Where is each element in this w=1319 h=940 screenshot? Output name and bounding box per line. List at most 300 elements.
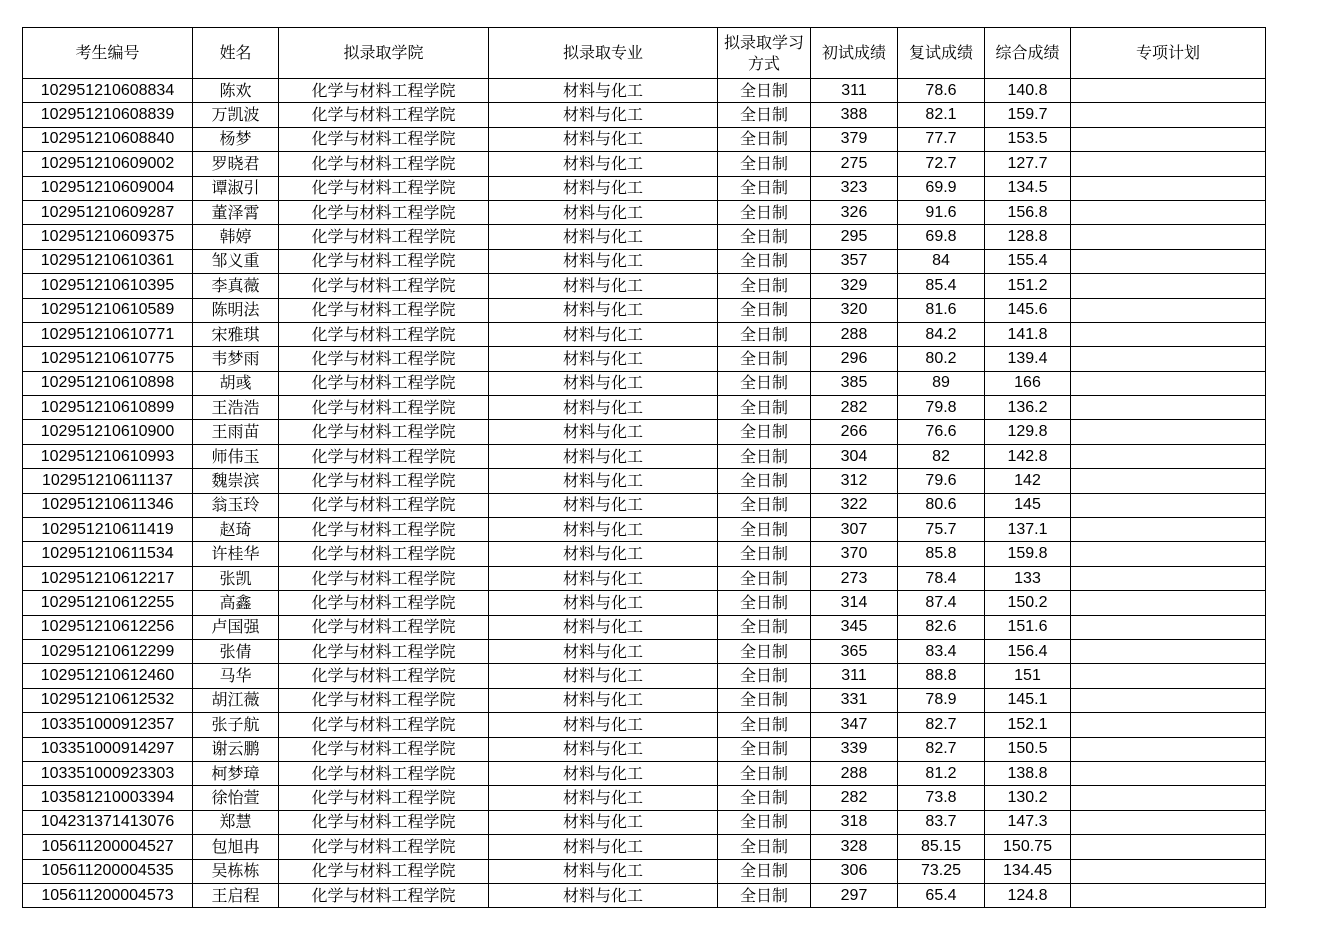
cell-college: 化学与材料工程学院 <box>279 518 489 542</box>
cell-major: 材料与化工 <box>489 274 718 298</box>
cell-college: 化学与材料工程学院 <box>279 371 489 395</box>
cell-special-plan <box>1071 225 1266 249</box>
cell-name: 韩婷 <box>193 225 279 249</box>
cell-college: 化学与材料工程学院 <box>279 786 489 810</box>
cell-initial-score: 331 <box>811 688 898 712</box>
col-header-retest-score: 复试成绩 <box>898 28 985 79</box>
cell-study-mode: 全日制 <box>718 883 811 907</box>
col-header-name: 姓名 <box>193 28 279 79</box>
cell-exam-id: 102951210612532 <box>23 688 193 712</box>
cell-total-score: 150.5 <box>985 737 1071 761</box>
cell-study-mode: 全日制 <box>718 225 811 249</box>
cell-initial-score: 388 <box>811 103 898 127</box>
cell-study-mode: 全日制 <box>718 347 811 371</box>
table-row <box>23 639 1266 663</box>
cell-college: 化学与材料工程学院 <box>279 566 489 590</box>
cell-college: 化学与材料工程学院 <box>279 103 489 127</box>
cell-college: 化学与材料工程学院 <box>279 444 489 468</box>
table-row <box>23 518 1266 542</box>
table-row <box>23 761 1266 785</box>
table-row <box>23 200 1266 224</box>
cell-initial-score: 347 <box>811 713 898 737</box>
cell-retest-score: 78.6 <box>898 79 985 103</box>
cell-initial-score: 282 <box>811 786 898 810</box>
cell-name: 许桂华 <box>193 542 279 566</box>
cell-total-score: 139.4 <box>985 347 1071 371</box>
cell-initial-score: 304 <box>811 444 898 468</box>
table-row <box>23 591 1266 615</box>
cell-name: 高鑫 <box>193 591 279 615</box>
cell-major: 材料与化工 <box>489 542 718 566</box>
cell-total-score: 138.8 <box>985 761 1071 785</box>
cell-college: 化学与材料工程学院 <box>279 322 489 346</box>
cell-special-plan <box>1071 371 1266 395</box>
cell-retest-score: 84.2 <box>898 322 985 346</box>
cell-retest-score: 82.7 <box>898 713 985 737</box>
cell-exam-id: 103351000912357 <box>23 713 193 737</box>
cell-special-plan <box>1071 518 1266 542</box>
cell-major: 材料与化工 <box>489 322 718 346</box>
cell-exam-id: 102951210611346 <box>23 493 193 517</box>
cell-exam-id: 102951210612217 <box>23 566 193 590</box>
cell-name: 王浩浩 <box>193 396 279 420</box>
cell-total-score: 133 <box>985 566 1071 590</box>
cell-retest-score: 80.2 <box>898 347 985 371</box>
cell-initial-score: 275 <box>811 152 898 176</box>
cell-exam-id: 102951210610900 <box>23 420 193 444</box>
cell-exam-id: 102951210610361 <box>23 249 193 273</box>
cell-exam-id: 102951210611137 <box>23 469 193 493</box>
cell-major: 材料与化工 <box>489 615 718 639</box>
cell-special-plan <box>1071 883 1266 907</box>
cell-initial-score: 328 <box>811 835 898 859</box>
cell-college: 化学与材料工程学院 <box>279 347 489 371</box>
cell-study-mode: 全日制 <box>718 713 811 737</box>
cell-name: 万凯波 <box>193 103 279 127</box>
cell-retest-score: 88.8 <box>898 664 985 688</box>
col-header-college: 拟录取学院 <box>279 28 489 79</box>
cell-study-mode: 全日制 <box>718 127 811 151</box>
cell-study-mode: 全日制 <box>718 176 811 200</box>
cell-major: 材料与化工 <box>489 737 718 761</box>
cell-college: 化学与材料工程学院 <box>279 225 489 249</box>
cell-special-plan <box>1071 810 1266 834</box>
cell-retest-score: 81.6 <box>898 298 985 322</box>
cell-major: 材料与化工 <box>489 444 718 468</box>
cell-retest-score: 82.6 <box>898 615 985 639</box>
cell-exam-id: 102951210610898 <box>23 371 193 395</box>
cell-retest-score: 69.9 <box>898 176 985 200</box>
cell-retest-score: 87.4 <box>898 591 985 615</box>
cell-total-score: 147.3 <box>985 810 1071 834</box>
cell-major: 材料与化工 <box>489 420 718 444</box>
cell-total-score: 129.8 <box>985 420 1071 444</box>
cell-study-mode: 全日制 <box>718 859 811 883</box>
table-row <box>23 664 1266 688</box>
cell-major: 材料与化工 <box>489 688 718 712</box>
cell-college: 化学与材料工程学院 <box>279 274 489 298</box>
cell-exam-id: 102951210610771 <box>23 322 193 346</box>
cell-special-plan <box>1071 639 1266 663</box>
cell-college: 化学与材料工程学院 <box>279 200 489 224</box>
cell-special-plan <box>1071 859 1266 883</box>
cell-total-score: 145 <box>985 493 1071 517</box>
cell-college: 化学与材料工程学院 <box>279 810 489 834</box>
cell-name: 赵琦 <box>193 518 279 542</box>
cell-major: 材料与化工 <box>489 639 718 663</box>
cell-name: 谭淑引 <box>193 176 279 200</box>
cell-major: 材料与化工 <box>489 859 718 883</box>
cell-major: 材料与化工 <box>489 810 718 834</box>
cell-retest-score: 72.7 <box>898 152 985 176</box>
cell-initial-score: 296 <box>811 347 898 371</box>
cell-total-score: 127.7 <box>985 152 1071 176</box>
table-row <box>23 810 1266 834</box>
cell-initial-score: 379 <box>811 127 898 151</box>
cell-name: 卢国强 <box>193 615 279 639</box>
table-row <box>23 127 1266 151</box>
cell-initial-score: 385 <box>811 371 898 395</box>
cell-exam-id: 102951210612460 <box>23 664 193 688</box>
cell-college: 化学与材料工程学院 <box>279 688 489 712</box>
cell-retest-score: 65.4 <box>898 883 985 907</box>
cell-initial-score: 306 <box>811 859 898 883</box>
cell-initial-score: 282 <box>811 396 898 420</box>
cell-study-mode: 全日制 <box>718 444 811 468</box>
cell-college: 化学与材料工程学院 <box>279 493 489 517</box>
cell-initial-score: 370 <box>811 542 898 566</box>
cell-special-plan <box>1071 493 1266 517</box>
cell-special-plan <box>1071 152 1266 176</box>
cell-exam-id: 104231371413076 <box>23 810 193 834</box>
cell-name: 徐怡萱 <box>193 786 279 810</box>
cell-special-plan <box>1071 542 1266 566</box>
cell-exam-id: 102951210609004 <box>23 176 193 200</box>
cell-initial-score: 311 <box>811 664 898 688</box>
cell-total-score: 152.1 <box>985 713 1071 737</box>
cell-exam-id: 10295121060883​4 <box>23 79 193 103</box>
cell-initial-score: 266 <box>811 420 898 444</box>
cell-initial-score: 320 <box>811 298 898 322</box>
cell-total-score: 150.2 <box>985 591 1071 615</box>
cell-total-score: 151 <box>985 664 1071 688</box>
cell-special-plan <box>1071 249 1266 273</box>
cell-exam-id: 103351000914297 <box>23 737 193 761</box>
table-row <box>23 542 1266 566</box>
table-row <box>23 469 1266 493</box>
cell-college: 化学与材料工程学院 <box>279 176 489 200</box>
cell-study-mode: 全日制 <box>718 835 811 859</box>
cell-special-plan <box>1071 274 1266 298</box>
cell-retest-score: 83.4 <box>898 639 985 663</box>
cell-exam-id: 102951210610899 <box>23 396 193 420</box>
table-row <box>23 396 1266 420</box>
cell-name: 师伟玉 <box>193 444 279 468</box>
cell-special-plan <box>1071 737 1266 761</box>
cell-exam-id: 102951210612299 <box>23 639 193 663</box>
cell-initial-score: 329 <box>811 274 898 298</box>
cell-college: 化学与材料工程学院 <box>279 542 489 566</box>
col-header-major: 拟录取专业 <box>489 28 718 79</box>
col-header-study-mode: 拟录取学习方式 <box>718 28 811 79</box>
cell-study-mode: 全日制 <box>718 469 811 493</box>
cell-major: 材料与化工 <box>489 396 718 420</box>
cell-college: 化学与材料工程学院 <box>279 737 489 761</box>
cell-exam-id: 102951210610775 <box>23 347 193 371</box>
cell-exam-id: 102951210611419 <box>23 518 193 542</box>
cell-total-score: 151.2 <box>985 274 1071 298</box>
cell-name: 张子航 <box>193 713 279 737</box>
cell-study-mode: 全日制 <box>718 249 811 273</box>
cell-retest-score: 76.6 <box>898 420 985 444</box>
cell-study-mode: 全日制 <box>718 591 811 615</box>
table-row <box>23 444 1266 468</box>
cell-study-mode: 全日制 <box>718 786 811 810</box>
cell-study-mode: 全日制 <box>718 737 811 761</box>
cell-retest-score: 69.8 <box>898 225 985 249</box>
cell-college: 化学与材料工程学院 <box>279 761 489 785</box>
cell-initial-score: 295 <box>811 225 898 249</box>
cell-total-score: 151.6 <box>985 615 1071 639</box>
cell-exam-id: 105611200004527 <box>23 835 193 859</box>
cell-college: 化学与材料工程学院 <box>279 639 489 663</box>
cell-college: 化学与材料工程学院 <box>279 883 489 907</box>
cell-retest-score: 78.4 <box>898 566 985 590</box>
table-row <box>23 298 1266 322</box>
cell-initial-score: 312 <box>811 469 898 493</box>
cell-major: 材料与化工 <box>489 591 718 615</box>
cell-special-plan <box>1071 79 1266 103</box>
table-row <box>23 79 1266 103</box>
cell-name: 杨梦 <box>193 127 279 151</box>
cell-total-score: 150.75 <box>985 835 1071 859</box>
cell-study-mode: 全日制 <box>718 664 811 688</box>
cell-study-mode: 全日制 <box>718 298 811 322</box>
cell-total-score: 142 <box>985 469 1071 493</box>
cell-initial-score: 288 <box>811 322 898 346</box>
cell-exam-id: 105611200004535 <box>23 859 193 883</box>
admissions-table <box>22 27 1266 908</box>
cell-initial-score: 297 <box>811 883 898 907</box>
cell-total-score: 134.45 <box>985 859 1071 883</box>
cell-exam-id: 102951210611534 <box>23 542 193 566</box>
cell-retest-score: 84 <box>898 249 985 273</box>
cell-retest-score: 82 <box>898 444 985 468</box>
cell-major: 材料与化工 <box>489 664 718 688</box>
cell-retest-score: 85.8 <box>898 542 985 566</box>
cell-total-score: 134.5 <box>985 176 1071 200</box>
cell-special-plan <box>1071 127 1266 151</box>
cell-major: 材料与化工 <box>489 176 718 200</box>
cell-name: 罗晓君 <box>193 152 279 176</box>
cell-name: 董泽霄 <box>193 200 279 224</box>
cell-retest-score: 78.9 <box>898 688 985 712</box>
cell-special-plan <box>1071 786 1266 810</box>
cell-name: 胡彧 <box>193 371 279 395</box>
cell-special-plan <box>1071 761 1266 785</box>
cell-name: 翁玉玲 <box>193 493 279 517</box>
cell-exam-id: 105611200004573 <box>23 883 193 907</box>
cell-initial-score: 288 <box>811 761 898 785</box>
table-row <box>23 688 1266 712</box>
cell-initial-score: 365 <box>811 639 898 663</box>
cell-study-mode: 全日制 <box>718 396 811 420</box>
cell-total-score: 140.8 <box>985 79 1071 103</box>
cell-name: 邹义重 <box>193 249 279 273</box>
cell-study-mode: 全日制 <box>718 493 811 517</box>
table-row <box>23 859 1266 883</box>
cell-college: 化学与材料工程学院 <box>279 152 489 176</box>
cell-special-plan <box>1071 103 1266 127</box>
cell-total-score: 145.1 <box>985 688 1071 712</box>
table-row <box>23 347 1266 371</box>
cell-college: 化学与材料工程学院 <box>279 420 489 444</box>
cell-special-plan <box>1071 664 1266 688</box>
cell-name: 包旭冉 <box>193 835 279 859</box>
cell-retest-score: 81.2 <box>898 761 985 785</box>
cell-total-score: 137.1 <box>985 518 1071 542</box>
cell-name: 谢云鹏 <box>193 737 279 761</box>
cell-major: 材料与化工 <box>489 127 718 151</box>
cell-major: 材料与化工 <box>489 786 718 810</box>
cell-major: 材料与化工 <box>489 835 718 859</box>
cell-name: 韦梦雨 <box>193 347 279 371</box>
cell-total-score: 166 <box>985 371 1071 395</box>
cell-exam-id: 102951210609287 <box>23 200 193 224</box>
cell-special-plan <box>1071 688 1266 712</box>
cell-exam-id: 102951210609375 <box>23 225 193 249</box>
cell-college: 化学与材料工程学院 <box>279 664 489 688</box>
cell-college: 化学与材料工程学院 <box>279 835 489 859</box>
cell-exam-id: 102951210610589 <box>23 298 193 322</box>
cell-study-mode: 全日制 <box>718 810 811 834</box>
table-row <box>23 786 1266 810</box>
cell-retest-score: 83.7 <box>898 810 985 834</box>
table-row <box>23 883 1266 907</box>
cell-major: 材料与化工 <box>489 347 718 371</box>
cell-retest-score: 91.6 <box>898 200 985 224</box>
table-row <box>23 225 1266 249</box>
cell-special-plan <box>1071 396 1266 420</box>
cell-study-mode: 全日制 <box>718 615 811 639</box>
cell-name: 吴栋栋 <box>193 859 279 883</box>
cell-exam-id: 102951210609002 <box>23 152 193 176</box>
cell-study-mode: 全日制 <box>718 103 811 127</box>
cell-college: 化学与材料工程学院 <box>279 591 489 615</box>
cell-initial-score: 339 <box>811 737 898 761</box>
cell-name: 王启程 <box>193 883 279 907</box>
cell-initial-score: 311 <box>811 79 898 103</box>
cell-study-mode: 全日制 <box>718 322 811 346</box>
cell-name: 王雨苗 <box>193 420 279 444</box>
col-header-initial-score: 初试成绩 <box>811 28 898 79</box>
cell-major: 材料与化工 <box>489 883 718 907</box>
cell-initial-score: 326 <box>811 200 898 224</box>
table-row <box>23 371 1266 395</box>
cell-total-score: 142.8 <box>985 444 1071 468</box>
cell-retest-score: 73.25 <box>898 859 985 883</box>
cell-study-mode: 全日制 <box>718 518 811 542</box>
table-row <box>23 176 1266 200</box>
table-row <box>23 103 1266 127</box>
table-row <box>23 152 1266 176</box>
cell-total-score: 141.8 <box>985 322 1071 346</box>
cell-major: 材料与化工 <box>489 249 718 273</box>
cell-major: 材料与化工 <box>489 518 718 542</box>
cell-retest-score: 85.4 <box>898 274 985 298</box>
cell-retest-score: 79.8 <box>898 396 985 420</box>
cell-special-plan <box>1071 176 1266 200</box>
cell-major: 材料与化工 <box>489 79 718 103</box>
cell-name: 张凯 <box>193 566 279 590</box>
cell-retest-score: 75.7 <box>898 518 985 542</box>
cell-name: 宋雅琪 <box>193 322 279 346</box>
header-row <box>23 28 1266 79</box>
cell-initial-score: 322 <box>811 493 898 517</box>
cell-retest-score: 85.15 <box>898 835 985 859</box>
cell-special-plan <box>1071 469 1266 493</box>
cell-retest-score: 82.7 <box>898 737 985 761</box>
cell-name: 张倩 <box>193 639 279 663</box>
cell-retest-score: 82.1 <box>898 103 985 127</box>
cell-retest-score: 80.6 <box>898 493 985 517</box>
cell-study-mode: 全日制 <box>718 688 811 712</box>
cell-major: 材料与化工 <box>489 469 718 493</box>
cell-college: 化学与材料工程学院 <box>279 469 489 493</box>
table-row <box>23 420 1266 444</box>
cell-name: 陈明法 <box>193 298 279 322</box>
cell-major: 材料与化工 <box>489 761 718 785</box>
cell-special-plan <box>1071 347 1266 371</box>
cell-total-score: 159.8 <box>985 542 1071 566</box>
cell-exam-id: 102951210612256 <box>23 615 193 639</box>
table-row <box>23 713 1266 737</box>
cell-study-mode: 全日制 <box>718 542 811 566</box>
cell-name: 陈欢 <box>193 79 279 103</box>
cell-exam-id: 102951210610993 <box>23 444 193 468</box>
cell-name: 李真薇 <box>193 274 279 298</box>
cell-special-plan <box>1071 420 1266 444</box>
cell-retest-score: 79.6 <box>898 469 985 493</box>
cell-exam-id: 102951210608840 <box>23 127 193 151</box>
cell-major: 材料与化工 <box>489 713 718 737</box>
cell-study-mode: 全日制 <box>718 639 811 663</box>
cell-initial-score: 323 <box>811 176 898 200</box>
cell-exam-id: 102951210612255 <box>23 591 193 615</box>
cell-study-mode: 全日制 <box>718 420 811 444</box>
table-row <box>23 322 1266 346</box>
cell-study-mode: 全日制 <box>718 200 811 224</box>
cell-initial-score: 314 <box>811 591 898 615</box>
cell-name: 郑慧 <box>193 810 279 834</box>
cell-college: 化学与材料工程学院 <box>279 127 489 151</box>
cell-study-mode: 全日制 <box>718 79 811 103</box>
cell-total-score: 153.5 <box>985 127 1071 151</box>
cell-total-score: 156.4 <box>985 639 1071 663</box>
cell-study-mode: 全日制 <box>718 152 811 176</box>
table-row <box>23 249 1266 273</box>
cell-major: 材料与化工 <box>489 200 718 224</box>
cell-special-plan <box>1071 200 1266 224</box>
cell-initial-score: 357 <box>811 249 898 273</box>
table-body <box>23 79 1266 908</box>
cell-college: 化学与材料工程学院 <box>279 79 489 103</box>
cell-total-score: 159.7 <box>985 103 1071 127</box>
cell-study-mode: 全日制 <box>718 566 811 590</box>
cell-college: 化学与材料工程学院 <box>279 713 489 737</box>
cell-major: 材料与化工 <box>489 225 718 249</box>
cell-name: 魏崇滨 <box>193 469 279 493</box>
